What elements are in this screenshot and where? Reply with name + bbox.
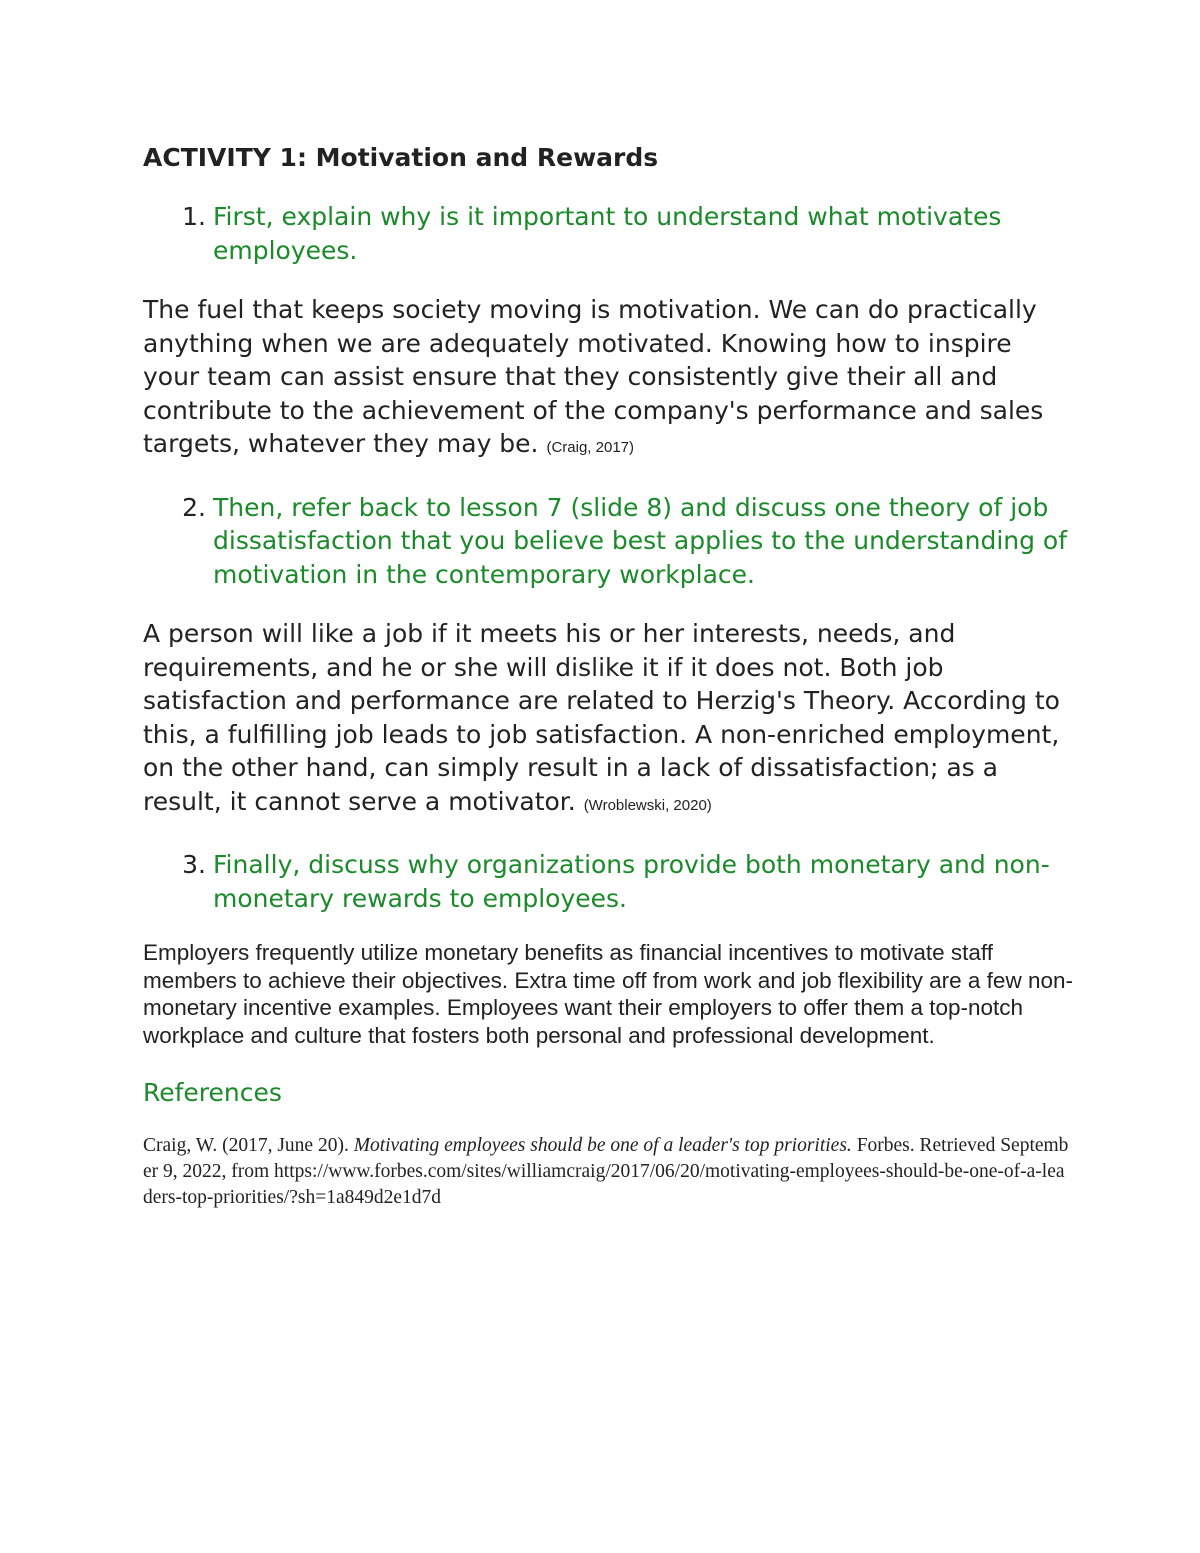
document-content bbox=[143, 140, 1073, 1211]
citation: (Craig, 2017) bbox=[546, 439, 635, 456]
citation: (Wroblewski, 2020) bbox=[583, 796, 712, 814]
question-number: 3. bbox=[182, 850, 206, 879]
reference-title: Motivating employees should be one of a leader's top priorities. bbox=[353, 1135, 852, 1156]
question-number: 1. bbox=[182, 202, 206, 231]
reference-source: Forbes. Retrieved September 9, 2022, from https://www.forbes.com/sites/williamcraig/2017/06/20/motivating-employees-should-be-one-of-a-leaders-top-priorities/?sh=1a849d2e1d7d bbox=[143, 1135, 1069, 1208]
references-heading: References bbox=[143, 1078, 282, 1107]
reference-entry: Craig, W. (2017, June 20). Motivating employees should be one of a leader's top priorities. Forbes. Retrieved September 9, 2022, from https://www.forbes.com/sites/williamcraig/2017/06/20/motivating-employees-should-be-one-of-a-leaders-top-priorities/?sh=1a849d2e1d7d bbox=[143, 1135, 1069, 1208]
answer-text: The fuel that keeps society moving is motivation. We can do practically anything when we are adequately motivated. Knowing how to inspire your team can assist ensure that they consistently give their all and contribute to the achievement of the company's performance and sales targets, whatever they may be. bbox=[143, 295, 1044, 458]
question-3 bbox=[143, 848, 1073, 915]
question-number: 2. bbox=[182, 492, 206, 522]
answer-3: Employers frequently utilize monetary benefits as financial incentives to motivate staff members to achieve their objectives. Extra time off from work and job flexibility are a few non-monetary incentive examples. Employees want their employers to offer them a top-notch workplace and culture that fosters both personal and professional development. bbox=[143, 940, 1073, 1048]
question-text: Then, refer back to lesson 7 (slide 8) and discuss one theory of job dissatisfaction that you believe best applies to the understanding of motivation in the contemporary workplace. bbox=[213, 492, 1068, 589]
answer-2 bbox=[143, 617, 1073, 822]
page-title: ACTIVITY 1: Motivation and Rewards bbox=[143, 143, 659, 172]
question-text: First, explain why is it important to understand what motivates employees. bbox=[213, 202, 1002, 265]
question-1 bbox=[143, 200, 1073, 267]
question-2 bbox=[143, 491, 1073, 592]
answer-1 bbox=[143, 293, 1073, 465]
question-text: Finally, discuss why organizations provide both monetary and non-monetary rewards to employees. bbox=[213, 850, 1050, 913]
answer-text: A person will like a job if it meets his or her interests, needs, and requirements, and he or she will dislike it if it does not. Both job satisfaction and performance are related to Herzig's Theory. According to this, a fulfilling job leads to job satisfaction. A non-enriched employment, on the other hand, can simply result in a lack of dissatisfaction; as a result, it cannot serve a motivator. bbox=[143, 619, 1060, 816]
